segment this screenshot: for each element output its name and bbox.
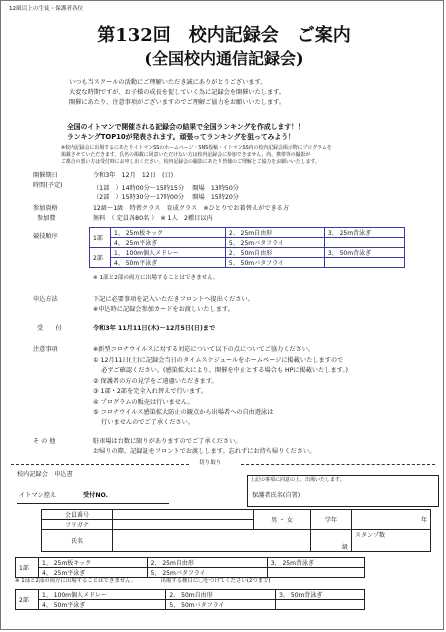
guardian-box bbox=[247, 475, 439, 507]
event-cell: 3、 25m背泳ぎ bbox=[324, 228, 404, 238]
event-cell: 1、 25m板キック bbox=[111, 228, 226, 238]
date-label: 開催期日 bbox=[33, 172, 58, 179]
guardian-note: 上記の事項に同意の上、出場いたします。 bbox=[250, 477, 345, 483]
event-cell-empty bbox=[324, 258, 404, 268]
notes-item: ④ プログラムの販売は行いません。 bbox=[93, 399, 194, 406]
event-cell: 4、 50m平泳ぎ bbox=[111, 258, 226, 268]
form-event-option[interactable]: 3、 25m背泳ぎ bbox=[267, 558, 364, 568]
time-row-1: （1部 ）14時00分〜15時15分 開場 13時50分 bbox=[93, 185, 239, 192]
form-event-option[interactable]: 5、 50mバタフライ bbox=[166, 600, 276, 610]
guardian-label: 保護者氏名(自署) bbox=[252, 492, 301, 499]
application-label: 申込方法 bbox=[33, 296, 58, 303]
highlight-note-3: ご都合の悪い方は受付時にお申し出ください。校内記録会の撮影にあたり皆様のご理解とご協力をお願いいたします。 bbox=[61, 159, 320, 165]
page-subtitle: (全国校内通信記録会) bbox=[144, 49, 304, 68]
notes-item: 行いませんのでご了承ください。 bbox=[93, 419, 194, 426]
form-event-option[interactable]: 1、 100m個人メドレー bbox=[39, 590, 166, 600]
gender-field[interactable]: 男 ・ 女 bbox=[254, 510, 311, 530]
form-event-option[interactable]: 3、 50m背泳ぎ bbox=[276, 590, 365, 600]
event-cell: 2、 25m自由形 bbox=[225, 228, 324, 238]
form-part2-table bbox=[15, 589, 365, 610]
grade-unit[interactable]: 年 bbox=[352, 510, 431, 530]
highlight-note-1: ※校内記録会に出場するにあたりイトマンSSのホームページ・SNS投稿・イトマンSS内の校内記録会掲示物にプログラムを bbox=[61, 145, 332, 151]
form-part1-table bbox=[15, 557, 365, 578]
notes-item: ③ 1部・2部を完全入れ替えで行います。 bbox=[93, 388, 207, 395]
other-line-1: 駐車場は台数に限りがありますのでご了承ください。 bbox=[93, 438, 242, 445]
receipt-underline bbox=[17, 503, 169, 504]
notes-item: ② 保護者の方の見学をご遠慮いただきます。 bbox=[93, 378, 218, 385]
copy-label: イトマン控え bbox=[19, 492, 57, 499]
form-event-empty bbox=[276, 600, 365, 610]
date-value: 令和3年 12月 12日 (日) bbox=[93, 172, 174, 179]
member-no-label: 会員番号 bbox=[42, 510, 113, 520]
event-cell: 2、 50m自由形 bbox=[225, 248, 324, 258]
intro-line-2: 大変な時期ですが、お子様の成長を促していく為に記録会を開催いたします。 bbox=[69, 89, 286, 96]
notes-item: ① 12月11日(土)に記録会当日のタイムスケジュールをホームページに掲載いたしますので bbox=[93, 357, 344, 364]
fee-value: 無料 （ 定員各80名 ） ※ 1人 2種目以内 bbox=[93, 215, 213, 222]
furigana-field[interactable] bbox=[113, 520, 254, 530]
rank-label[interactable]: 級 bbox=[311, 530, 352, 552]
form-event-option[interactable]: 4、 50m平泳ぎ bbox=[39, 600, 166, 610]
notes-label: 注意事項 bbox=[33, 346, 58, 353]
member-no-field[interactable] bbox=[113, 510, 254, 520]
form-event-option[interactable]: 2、 25m自由形 bbox=[147, 558, 267, 568]
form-event-empty bbox=[267, 568, 364, 578]
cut-label: 切り取り bbox=[199, 460, 222, 466]
event-cell: 5、 25mバタフライ bbox=[225, 238, 324, 248]
events-note: ※ 1部と2部の両方に出場することはできません。 bbox=[93, 275, 219, 281]
page-title: 第132回 校内記録会 ご案内 bbox=[97, 25, 351, 46]
member-form bbox=[41, 509, 431, 552]
time-label: 時間(予定) bbox=[33, 182, 63, 189]
fee-label: 参加費 bbox=[37, 215, 56, 222]
event-cell: 3、 50m背泳ぎ bbox=[324, 248, 404, 258]
furigana-label: フリガナ bbox=[42, 520, 113, 530]
events-label: 競技順序 bbox=[33, 233, 58, 240]
event-cell: 5、 50mバタフライ bbox=[225, 258, 324, 268]
notes-item: ⑤ コロナウイルス感染拡大防止の観点から出場者への自由遊泳は bbox=[93, 409, 274, 416]
time-row-2: （2部 ）15時30分〜17時00分 開場 15時20分 bbox=[93, 194, 239, 201]
receipt-no-label: 受付NO. bbox=[83, 492, 109, 499]
form-title: 校内記録会 申込書 bbox=[17, 471, 73, 478]
highlight-note-2: 掲載させていただきます。氏名の掲載に同意いただけない方は校内記録会に参加できません。尚、携帯等の撮影が bbox=[61, 152, 311, 158]
other-line-2: お帰りの際、記録証をフロントでお渡しします。忘れずにお持ち帰りください。 bbox=[93, 448, 316, 455]
addressee: 12級以上の生徒・保護者各位 bbox=[9, 6, 84, 12]
name-field[interactable] bbox=[113, 530, 311, 552]
form-part1-label: 1部 bbox=[16, 558, 39, 578]
events-table bbox=[89, 227, 405, 268]
reception-label: 受 付 bbox=[37, 325, 62, 332]
other-label: そ の 他 bbox=[33, 438, 56, 445]
event-cell: 1、 100m個人メドレー bbox=[111, 248, 226, 258]
reception-value: 令和3年 11月11日(木)〜12月5日(日)まで bbox=[93, 325, 216, 332]
name-label: 氏名 bbox=[42, 530, 113, 552]
stamp-label: スタンプ数 bbox=[352, 530, 431, 552]
cut-line-right bbox=[241, 464, 435, 465]
application-line-1: 下記に必要事項を記入いただきフロントへ提出ください。 bbox=[93, 296, 254, 303]
form-event-option[interactable]: 5、 25mバタフライ bbox=[147, 568, 267, 578]
eligibility-value: 12級〜1級 特習クラス 育成クラス ※ひとりでお着替えができる方 bbox=[93, 205, 290, 212]
form-event-option[interactable]: 4、 25m平泳ぎ bbox=[39, 568, 148, 578]
event-cell: 4、 25m平泳ぎ bbox=[111, 238, 226, 248]
event-cell-empty bbox=[324, 238, 404, 248]
application-line-2: ※申込時に記録会参加カードをお渡しいたします。 bbox=[93, 306, 234, 313]
part1-label: 1部 bbox=[90, 228, 111, 248]
notes-item: 必ずご確認ください。(感染拡大により、開催を中止とする場合も HPに掲載いたします。) bbox=[93, 367, 348, 374]
intro-line-3: 開催にあたり、注意事項がございますのでご理解ご協力をお願いいたします。 bbox=[69, 99, 286, 106]
eligibility-label: 参加資格 bbox=[33, 205, 58, 212]
form-event-option[interactable]: 1、 25m板キック bbox=[39, 558, 148, 568]
grade-label: 学年 bbox=[311, 510, 352, 530]
intro-line-1: いつも当スクールの活動にご理解いただき誠にありがとうございます。 bbox=[69, 79, 267, 86]
form-event-option[interactable]: 2、 50m自由形 bbox=[166, 590, 276, 600]
form-mid-note: ※ 1部と2部の両方に出場することはできません。 出場する種目に〇をつけてください(2つまで) bbox=[15, 578, 271, 584]
cut-line-left bbox=[11, 464, 189, 465]
highlight-line-2: ランキングTOP10が発表されます。頑張ってランキングを狙ってみよう！ bbox=[67, 133, 295, 141]
highlight-line-1: 全国のイトマンで開催される記録会の結果で全国ランキングを作成します！！ bbox=[67, 123, 305, 131]
notes-lead: ※新型コロナウイルスに対する対応について以下の点についてご協力ください。 bbox=[93, 346, 315, 353]
form-part2-label: 2部 bbox=[16, 590, 39, 610]
part2-label: 2部 bbox=[90, 248, 111, 268]
